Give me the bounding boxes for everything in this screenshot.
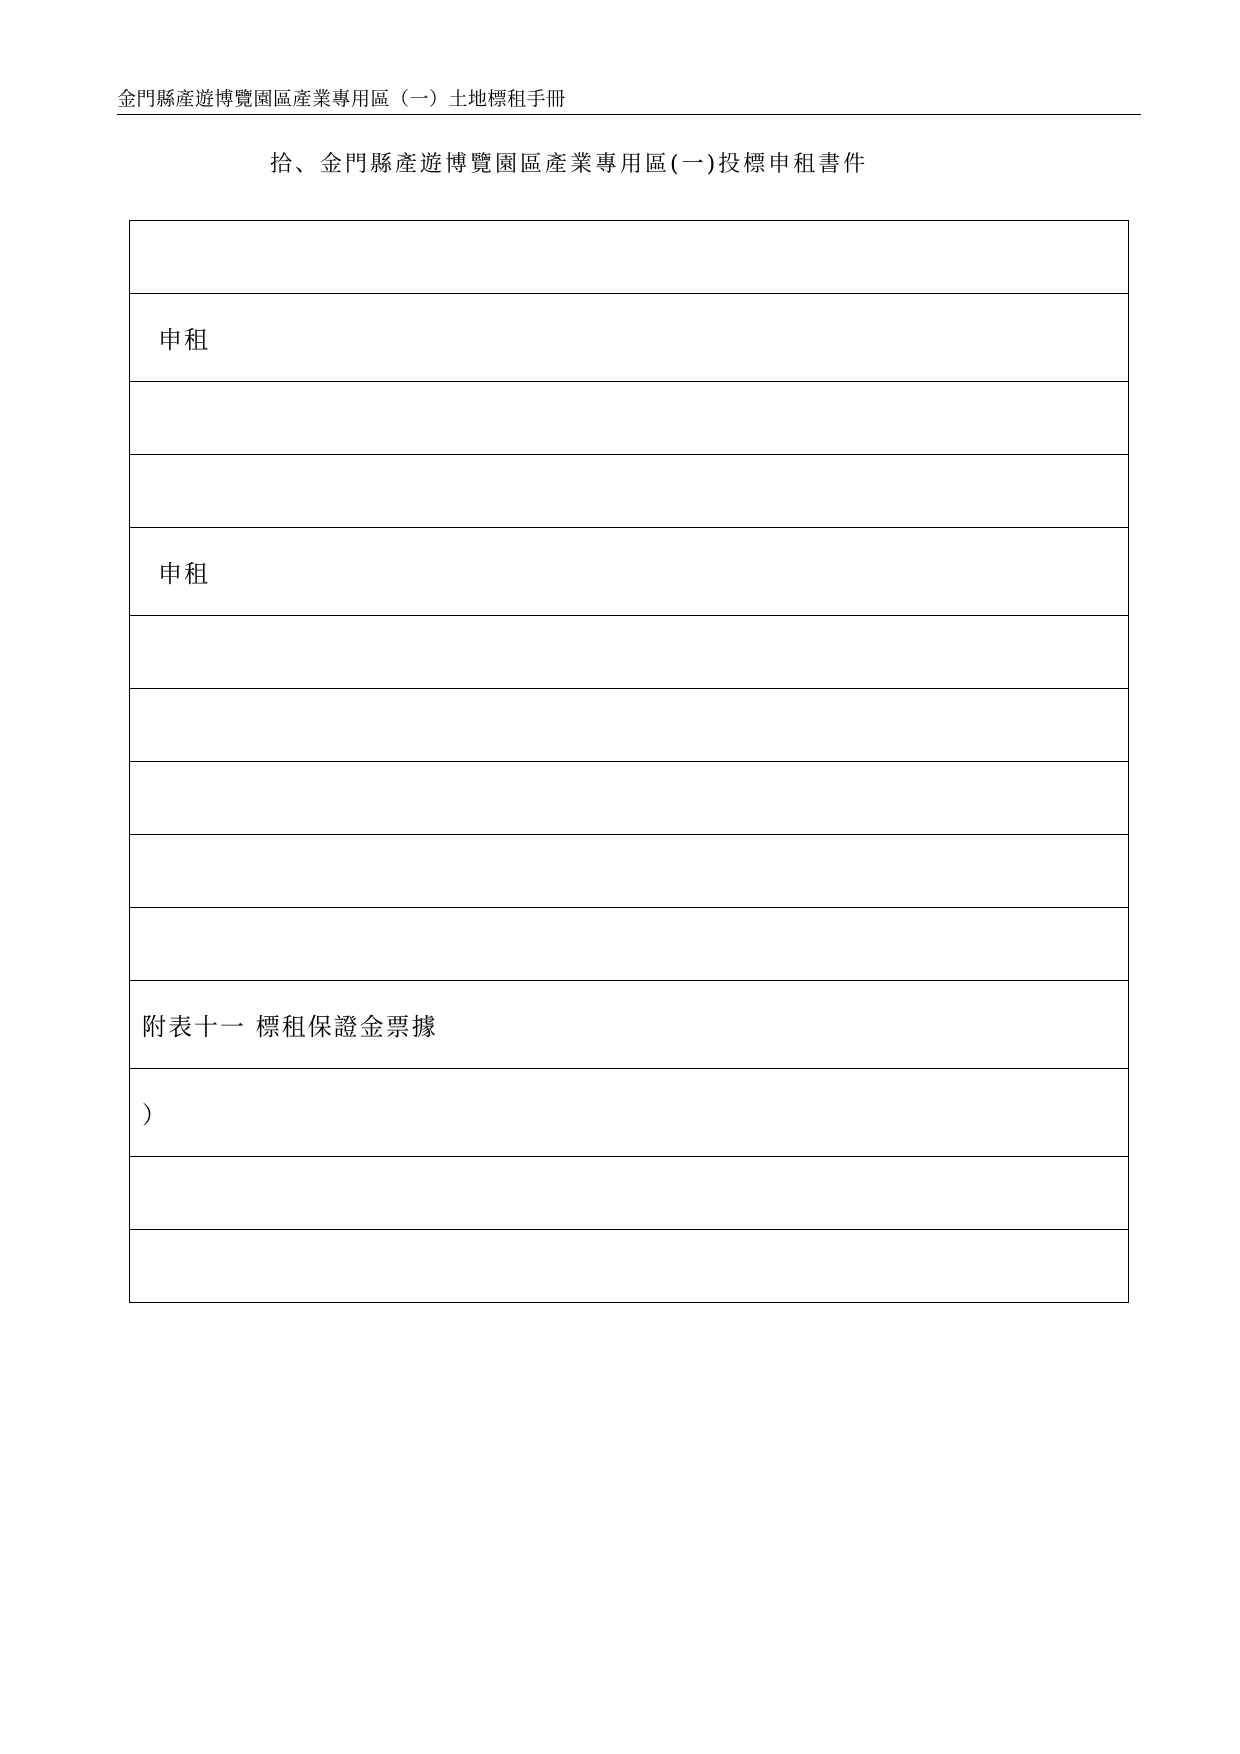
form-row (130, 1230, 1129, 1303)
form-row (130, 528, 1129, 616)
form-cell-text (130, 930, 158, 958)
form-cell-text (130, 857, 158, 885)
form-row (130, 221, 1129, 294)
form-row (130, 382, 1129, 455)
form-row (130, 689, 1129, 762)
form-cell-text: 申租 (158, 560, 210, 588)
form-cell (130, 294, 1129, 382)
form-cell (130, 908, 1129, 981)
running-header (117, 88, 1141, 115)
running-header-title: 金門縣產遊博覽園區產業專用區（一）土地標租手冊 (117, 88, 566, 110)
form-cell-text (130, 784, 158, 812)
form-row (130, 981, 1129, 1069)
form-cell (130, 528, 1129, 616)
form-cell (130, 762, 1129, 835)
form-cell (130, 835, 1129, 908)
form-cell-text (130, 638, 158, 666)
form-cell-text (130, 1179, 158, 1207)
form-cell-text: 申租 (158, 326, 210, 354)
form-row (130, 294, 1129, 382)
application-form-table (129, 220, 1129, 1303)
form-cell (130, 616, 1129, 689)
form-row (130, 908, 1129, 981)
form-cell-text (130, 711, 158, 739)
form-row (130, 455, 1129, 528)
form-cell-text (130, 1252, 158, 1280)
form-row (130, 835, 1129, 908)
form-row (130, 762, 1129, 835)
form-cell (130, 455, 1129, 528)
appendix-label: 附表十一 標租保證金票據 (142, 1013, 438, 1041)
form-cell (130, 221, 1129, 294)
form-cell-text (130, 477, 158, 505)
form-cell (130, 1230, 1129, 1303)
form-row (130, 1157, 1129, 1230)
form-row (130, 616, 1129, 689)
form-cell (130, 1157, 1129, 1230)
form-cell-text (130, 243, 158, 271)
form-cell (130, 1069, 1129, 1157)
form-cell (130, 981, 1129, 1069)
form-cell-text: ） (142, 1101, 168, 1129)
form-cell (130, 689, 1129, 762)
form-cell-text (130, 404, 158, 432)
document-title: 拾、金門縣產遊博覽園區產業專用區(一)投標申租書件 (270, 152, 869, 177)
form-cell (130, 382, 1129, 455)
form-row (130, 1069, 1129, 1157)
